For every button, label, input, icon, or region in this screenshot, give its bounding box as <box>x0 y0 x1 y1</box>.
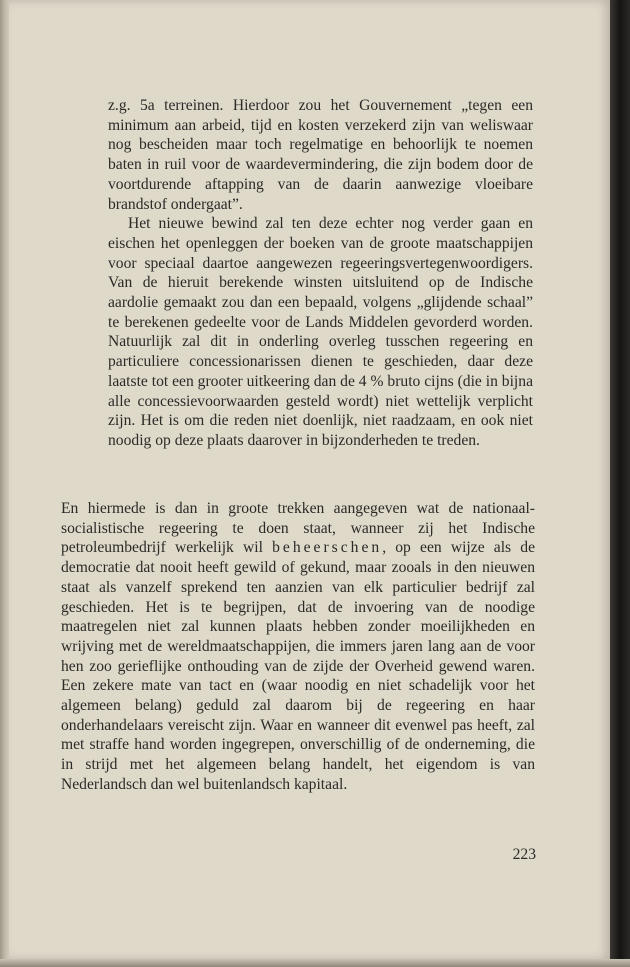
binding-edge <box>0 0 9 967</box>
page-edge-shadow <box>610 0 630 967</box>
text-block-top <box>108 96 533 451</box>
paragraph-3 <box>61 499 535 795</box>
paragraph-1: z.g. 5a terreinen. Hierdoor zou het Gouvernement „tegen een minimum aan arbeid, tijd en kosten verzekerd zijn van weliswaar nog bescheiden maar toch regelmatige en behoorlijk te noemen baten in ruil voor de waardevermindering, die zijn bodem door de voortdurende aftapping van de daarin aanwezige vloeibare brandstof ondergaat”. <box>108 97 533 213</box>
text-block-bottom <box>61 499 535 795</box>
paragraph-3-end: , op een wijze als de democratie dat nooit heeft gewild of gekund, maar zooals in den nieuwen staat als vanzelf sprekend ten aanzien van elk particulier bedrijf zal geschieden. Het is te begrijpen, dat de invoering van de noodige maatregelen niet zal kunnen plaats hebben zonder moeilijkheden en wrijving met de wereldmaatschappijen, die immers jaren lang aan de voor hen zoo gerieflijke onthouding van de zijde der Overheid gewend waren. Een zekere mate van tact en (waar noodig en niet schadelijk voor het algemeen belang) geduld zal daarom bij de regeering en haar onderhandelaars vereischt zijn. Waar en wanneer dit evenwel pas heeft, zal met straffe hand worden ingegrepen, onverschillig of de onderneming, die in strijd met het algemeen belang handelt, het eigendom is van Nederlandsch dan wel buitenlandsch kapitaal. <box>61 539 535 793</box>
page-bottom-edge <box>0 959 630 967</box>
paragraph-3-start: En hiermede is dan in groote trekken aangegeven wat de nationaal-socialistische regeering te doen staat, wanneer zij het Indische petroleumbedrijf werkelijk wil <box>61 500 535 557</box>
page-number: 223 <box>512 846 536 863</box>
paragraph-2: Het nieuwe bewind zal ten deze echter nog verder gaan en eischen het openleggen der boeken van de groote maatschappijen voor speciaal daartoe aangewezen regeeringsvertegenwoordigers. Van de hieruit berekende winsten uitsluitend op de Indische aardolie gemaakt zou dan een bepaald, volgens „glijdende schaal” te berekenen gedeelte voor de Lands Middelen gevorderd worden. Natuurlijk zal dit in onderling overleg tusschen regeering en particuliere concessionarissen dienen te geschieden, daar deze laatste tot een grooter uitkeering dan de 4 % bruto cijns (die in bijna alle concessievoorwaarden gesteld wordt) niet wettelijk verplicht zijn. Het is om die reden niet doenlijk, niet raadzaam, en ook niet noodig op deze plaats daarover in bijzonderheden te treden. <box>108 215 533 449</box>
book-page <box>9 0 612 960</box>
emphasized-word: beheerschen <box>272 539 383 557</box>
